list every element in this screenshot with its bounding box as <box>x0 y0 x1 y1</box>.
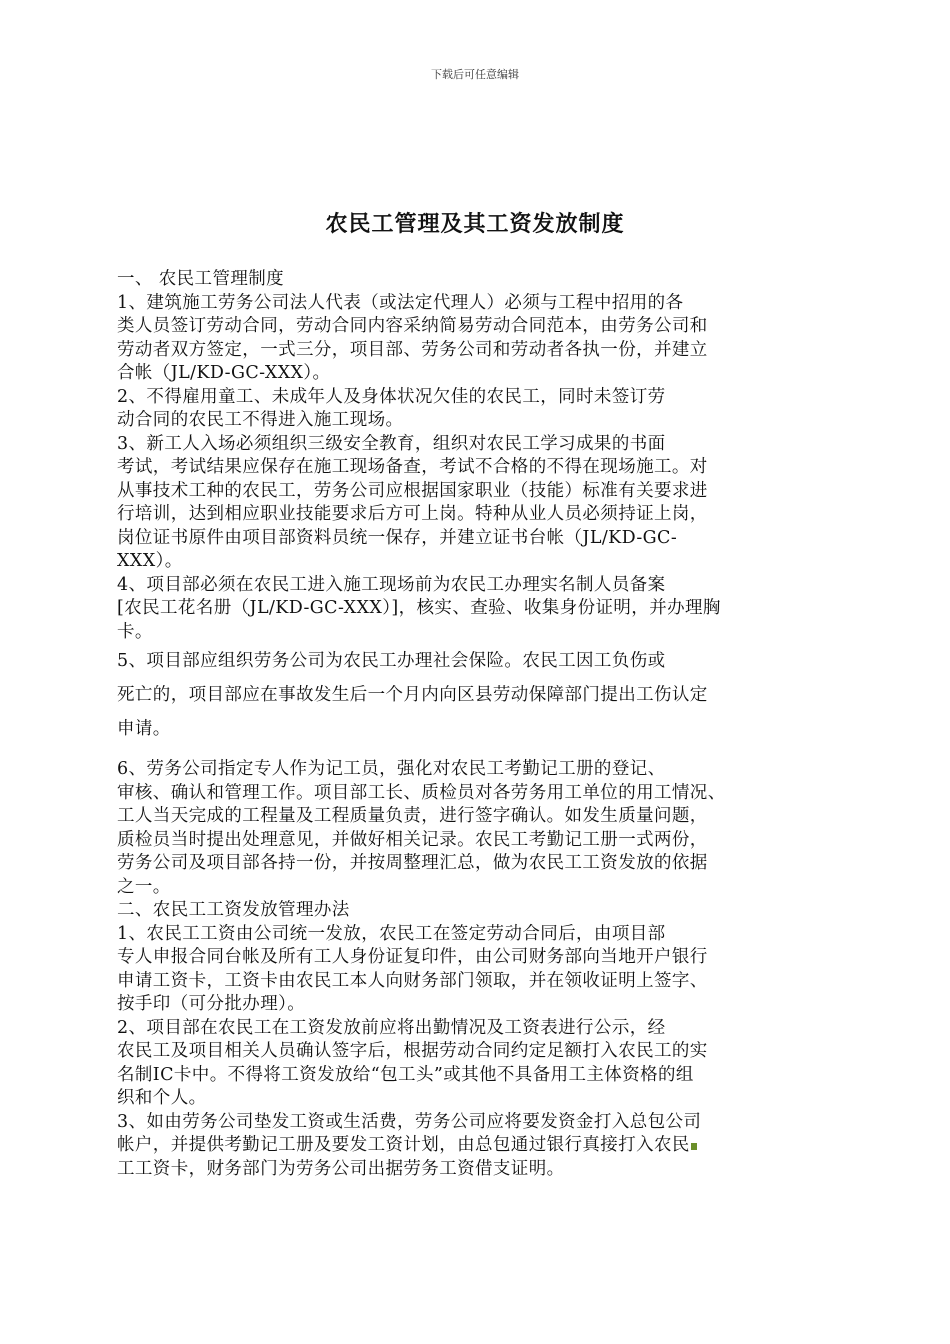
paragraph-line: 农民工及项目相关人员确认签字后，根据劳动合同约定足额打入农民工的实 <box>117 1041 708 1061</box>
paragraph-line: 工工资卡，财务部门为劳务公司出据劳务工资借支证明。 <box>117 1158 565 1179</box>
paragraph-line: 1、农民工工资由公司统一发放，农民工在签定劳动合同后，由项目部 <box>117 923 666 944</box>
paragraph-line: [农民工花名册（JL/KD-GC-XXX）]，核实、查验、收集身份证明，并办理胸 <box>117 598 721 618</box>
section-2-item-2 <box>117 1017 872 1111</box>
paragraph-line: XXX）。 <box>117 551 183 571</box>
paragraph-line: 死亡的，项目部应在事故发生后一个月内向区县劳动保障部门提出工伤认定 <box>117 685 708 705</box>
paragraph-line: 质检员当时提出处理意见，并做好相关记录。农民工考勤记工册一式两份， <box>117 829 708 850</box>
section-1-item-2 <box>117 386 872 433</box>
section-1-item-5 <box>117 644 872 746</box>
paragraph-line: 申请。 <box>117 719 171 739</box>
paragraph-line: 岗位证书原件由项目部资料员统一保存，并建立证书台帐（JL/KD-GC- <box>117 527 678 548</box>
section-2-item-3 <box>117 1111 872 1182</box>
section-1-item-6 <box>117 758 872 899</box>
paragraph-line: 行培训，达到相应职业技能要求后方可上岗。特种从业人员必须持证上岗， <box>117 504 708 524</box>
document-title: 农民工管理及其工资发放制度 <box>325 211 625 237</box>
paragraph-line: 劳务公司及项目部各持一份，并按周整理汇总，做为农民工工资发放的依据 <box>117 853 708 873</box>
paragraph-line: 名制IC卡中。不得将工资发放给“包工头”或其他不具备用工主体资格的组 <box>117 1064 694 1085</box>
paragraph-line: 劳动者双方签定，一式三分，项目部、劳务公司和劳动者各执一份，并建立 <box>117 339 708 360</box>
paragraph-line: 考试，考试结果应保存在施工现场备查，考试不合格的不得在现场施工。对 <box>117 457 708 477</box>
paragraph-line: 3、如由劳务公司垫发工资或生活费，劳务公司应将要发资金打入总包公司 <box>117 1111 702 1132</box>
paragraph-line: 专人申报合同台帐及所有工人身份证复印件，由公司财务部向当地开户银行 <box>117 947 708 967</box>
paragraph-line: 4、项目部必须在农民工进入施工现场前为农民工办理实名制人员备案 <box>117 574 666 595</box>
paragraph-line: 按手印（可分批办理）。 <box>117 994 306 1014</box>
paragraph-line: 合帐（JL/KD-GC-XXX）。 <box>117 363 331 383</box>
document-body <box>117 268 872 1181</box>
spacer <box>117 746 872 758</box>
section-2-item-1 <box>117 923 872 1017</box>
section-1-heading: 一、 农民工管理制度 <box>117 269 285 289</box>
paragraph-line: 3、新工人入场必须组织三级安全教育，组织对农民工学习成果的书面 <box>117 433 666 454</box>
section-2-heading: 二、农民工工资发放管理办法 <box>117 900 350 920</box>
paragraph-line: 之一。 <box>117 876 171 897</box>
paragraph-line: 2、项目部在农民工在工资发放前应将出勤情况及工资表进行公示，经 <box>117 1017 666 1038</box>
paragraph-line: 从事技术工种的农民工，劳务公司应根据国家职业（技能）标准有关要求进 <box>117 480 708 501</box>
paragraph-line: 卡。 <box>117 621 153 642</box>
paragraph-line: 审核、确认和管理工作。项目部工长、质检员对各劳务用工单位的用工情况、 <box>117 782 726 803</box>
paragraph-line: 织和个人。 <box>117 1088 207 1108</box>
section-1-item-3 <box>117 433 872 574</box>
section-1-item-4 <box>117 574 872 645</box>
paragraph-line: 工人当天完成的工程量及工程质量负责，进行签字确认。如发生质量问题， <box>117 806 708 826</box>
paragraph-line: 申请工资卡，工资卡由农民工本人向财务部门领取，并在领收证明上签字、 <box>117 970 708 991</box>
section-1-item-1 <box>117 292 872 386</box>
paragraph-line: 6、劳务公司指定专人作为记工员，强化对农民工考勤记工册的登记、 <box>117 759 666 779</box>
text-cursor-mark-icon <box>691 1143 697 1150</box>
paragraph-line: 类人员签订劳动合同，劳动合同内容采纳简易劳动合同范本，由劳务公司和 <box>117 316 708 336</box>
paragraph-line: 动合同的农民工不得进入施工现场。 <box>117 410 404 430</box>
page-header-note: 下载后可任意编辑 <box>431 68 519 81</box>
paragraph-line: 1、建筑施工劳务公司法人代表（或法定代理人）必须与工程中招用的各 <box>117 292 684 313</box>
paragraph-line <box>117 1134 872 1158</box>
paragraph-line: 5、项目部应组织劳务公司为农民工办理社会保险。农民工因工负伤或 <box>117 651 666 671</box>
paragraph-line: 2、不得雇用童工、未成年人及身体状况欠佳的农民工，同时未签订劳 <box>117 386 666 407</box>
paragraph-text: 帐户，并提供考勤记工册及要发工资计划，由总包通过银行真接打入农民 <box>117 1135 690 1155</box>
